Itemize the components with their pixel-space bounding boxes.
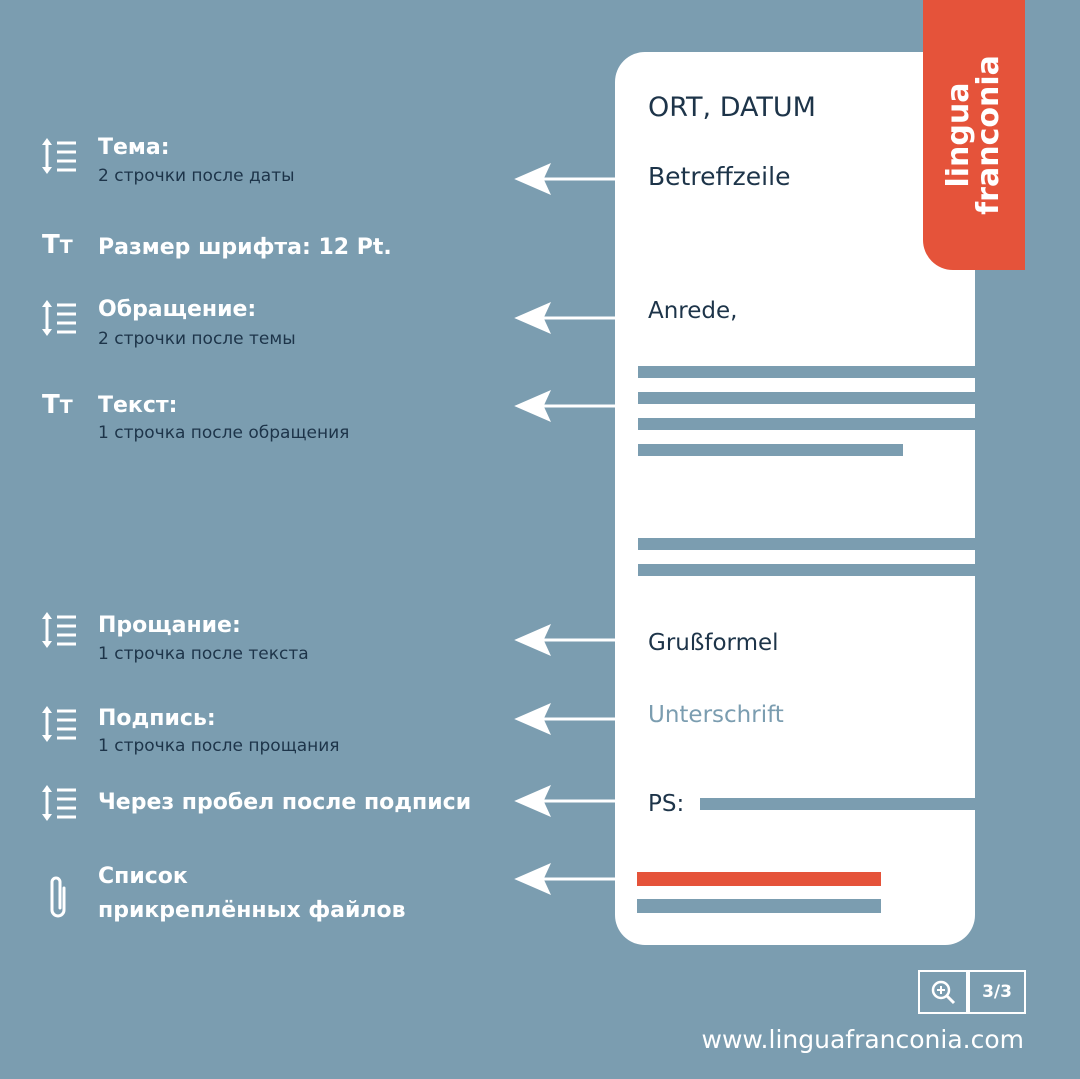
pager [918, 970, 1026, 1012]
place-date: ORT, DATUM [648, 92, 816, 123]
brand-line-1: lingua [941, 82, 976, 188]
label-signature-title: Подпись: [98, 706, 216, 731]
arrow-icon [518, 627, 615, 653]
line-spacing-icon [42, 706, 78, 742]
font-size-icon: TT [42, 230, 73, 260]
label-closing-title: Прощание: [98, 613, 241, 638]
label-salutation-title: Обращение: [98, 297, 257, 322]
arrow-icon [518, 305, 615, 331]
label-subject-sub: 2 строчки после даты [98, 166, 295, 186]
label-closing-sub: 1 строчка после текста [98, 644, 309, 664]
arrow-icon [518, 866, 615, 892]
label-attachments-title-1: Список [98, 864, 188, 889]
arrow-icon [518, 706, 615, 732]
line-spacing-icon [42, 785, 78, 821]
line-spacing-icon [42, 138, 78, 174]
line-spacing-icon [42, 612, 78, 648]
label-text-title: Текст: [98, 393, 178, 418]
page-indicator: 3/3 [968, 970, 1026, 1014]
font-size-icon: TT [42, 390, 73, 420]
arrow-icon [518, 788, 615, 814]
brand-line-2: franconia [971, 55, 1006, 215]
zoom-icon [930, 979, 956, 1005]
label-attachments-title-2: прикреплённых файлов [98, 898, 406, 923]
arrow-icon [518, 393, 615, 419]
zoom-button[interactable] [918, 970, 968, 1014]
label-subject-title: Тема: [98, 135, 170, 160]
salutation: Anrede, [648, 298, 738, 324]
line-spacing-icon [42, 300, 78, 336]
label-salutation-sub: 2 строчки после темы [98, 329, 296, 349]
label-text-sub: 1 строчка после обращения [98, 423, 350, 443]
signature: Unterschrift [648, 702, 784, 728]
arrow-icon [518, 166, 615, 192]
paperclip-icon [46, 874, 72, 920]
website-url[interactable]: www.linguafranconia.com [701, 1025, 1024, 1054]
label-ps-title: Через пробел после подписи [98, 790, 472, 815]
label-signature-sub: 1 строчка после прощания [98, 736, 340, 756]
label-font-size-title: Размер шрифта: 12 Pt. [98, 235, 392, 260]
closing: Grußformel [648, 630, 779, 656]
subject-line: Betreffzeile [648, 162, 791, 191]
ps-label: PS: [648, 791, 685, 817]
